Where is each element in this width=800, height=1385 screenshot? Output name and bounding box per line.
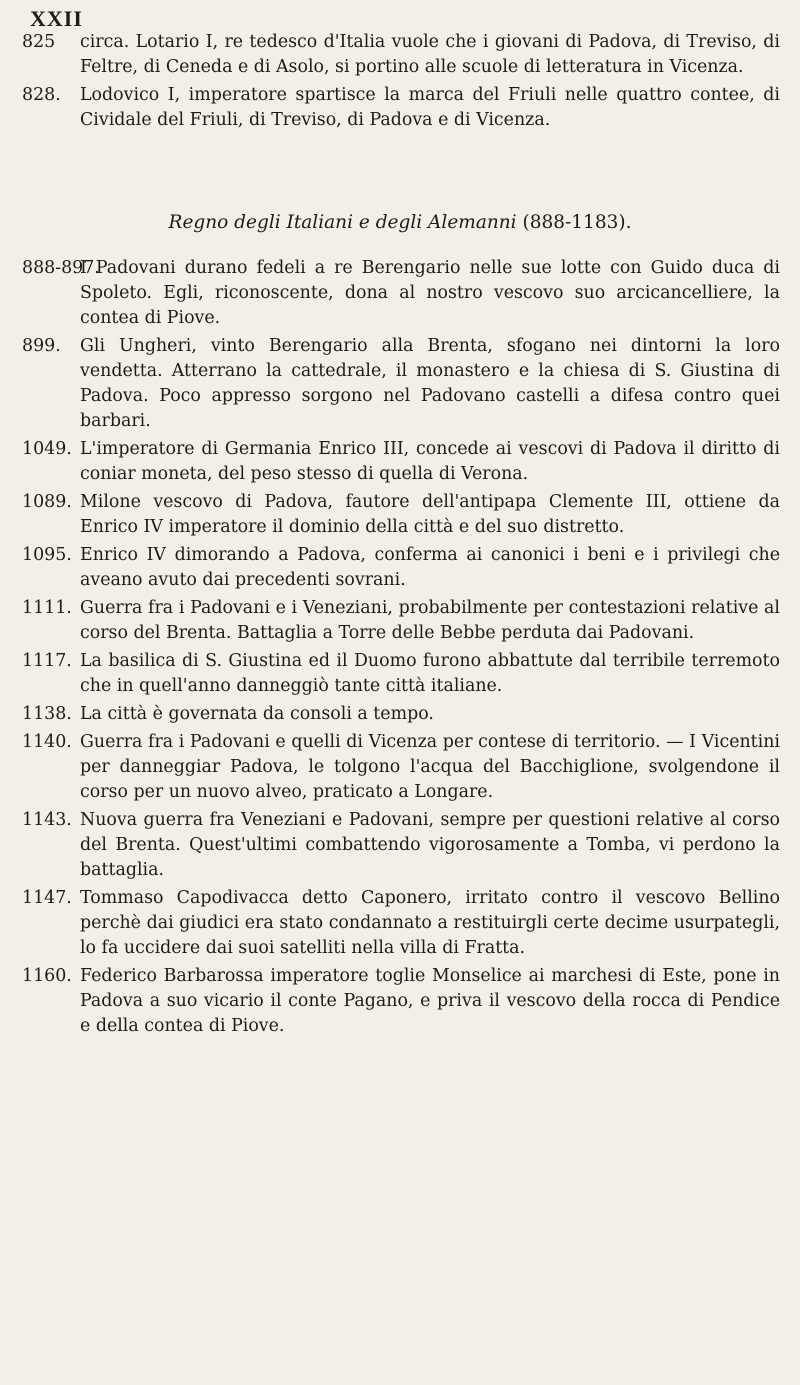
- entry-text: La città è governata da consoli a tempo.: [80, 704, 434, 724]
- entry-text: La basilica di S. Giustina ed il Duomo furono abbattute dal terribile terremoto che in quell'anno danneggiò tante città italiane.: [80, 651, 780, 696]
- entry-year: 828.: [22, 85, 61, 105]
- entry-year: 1160.: [22, 966, 72, 986]
- chronology-entry: [22, 964, 780, 1039]
- chronology-entry: [22, 596, 780, 646]
- chronology-entry: [22, 649, 780, 699]
- entry-text: Milone vescovo di Padova, fautore dell'antipapa Clemente III, ottiene da Enrico IV imperatore il dominio della città e del suo distretto.: [80, 492, 780, 537]
- section-years: (888-1183).: [522, 212, 632, 233]
- chronology-entry: [22, 702, 780, 727]
- section-title: Regno degli Italiani e degli Alemanni: [168, 212, 517, 233]
- chronology-entry: [22, 334, 780, 434]
- entry-text: Tommaso Capodivacca detto Caponero, irritato contro il vescovo Bellino perchè dai giudici era stato condannato a restituirgli certe decime usurpategli, lo fa uccidere dai suoi satelliti nella villa di Fratta.: [80, 888, 780, 958]
- entry-text: L'imperatore di Germania Enrico III, concede ai vescovi di Padova il diritto di coniar moneta, del peso stesso di quella di Verona.: [80, 439, 780, 484]
- entry-text: Nuova guerra fra Veneziani e Padovani, sempre per questioni relative al corso del Brenta. Quest'ultimi combattendo vigorosamente a Tomba, vi perdono la battaglia.: [80, 810, 780, 880]
- entry-year: 899.: [22, 336, 61, 356]
- entry-text: Enrico IV dimorando a Padova, conferma ai canonici i beni e i privilegi che aveano avuto dai precedenti sovrani.: [80, 545, 780, 590]
- entry-year: 1111.: [22, 598, 72, 618]
- intro-entries: [22, 30, 780, 136]
- entry-text: Guerra fra i Padovani e quelli di Vicenza per contese di territorio. — I Vicentini per danneggiar Padova, le tolgono l'acqua del Bacchiglione, svolgendone il corso per un nuovo alveo, praticato a Longare.: [80, 732, 780, 802]
- entry-year: 1147.: [22, 888, 72, 908]
- entry-year: 888-897.: [22, 258, 100, 278]
- entry-text: Lodovico I, imperatore spartisce la marca del Friuli nelle quattro contee, di Cividale del Friuli, di Treviso, di Padova e di Vicenza.: [80, 85, 780, 130]
- chronology-entry: [22, 730, 780, 805]
- entry-year: 825: [22, 32, 56, 52]
- chronology-entry: [22, 490, 780, 540]
- chronology-entry: [22, 543, 780, 593]
- entry-text: I Padovani durano fedeli a re Berengario nelle sue lotte con Guido duca di Spoleto. Egli, riconoscente, dona al nostro vescovo suo arcicancelliere, la contea di Piove.: [80, 258, 780, 328]
- chronology-entry: [22, 886, 780, 961]
- entry-text: Guerra fra i Padovani e i Veneziani, probabilmente per contestazioni relative al corso del Brenta. Battaglia a Torre delle Bebbe perduta dai Padovani.: [80, 598, 780, 643]
- section-heading: [0, 212, 800, 233]
- chronology-entry: [22, 256, 780, 331]
- entry-year: 1138.: [22, 704, 72, 724]
- chronology-entry: [22, 808, 780, 883]
- chronology-entry: [22, 437, 780, 487]
- page-number: XXII: [30, 6, 83, 31]
- entry-year: 1095.: [22, 545, 72, 565]
- entry-text: Federico Barbarossa imperatore toglie Monselice ai marchesi di Este, pone in Padova a suo vicario il conte Pagano, e priva il vescovo della rocca di Pendice e della contea di Piove.: [80, 966, 780, 1036]
- entry-year: 1089.: [22, 492, 72, 512]
- entry-year: 1049.: [22, 439, 72, 459]
- chronology-entry: [22, 83, 780, 133]
- entry-year: 1143.: [22, 810, 72, 830]
- entry-text: circa. Lotario I, re tedesco d'Italia vuole che i giovani di Padova, di Treviso, di Feltre, di Ceneda e di Asolo, si portino alle scuole di letteratura in Vicenza.: [80, 32, 780, 77]
- entry-text: Gli Ungheri, vinto Berengario alla Brenta, sfogano nei dintorni la loro vendetta. Atterrano la cattedrale, il monastero e la chiesa di S. Giustina di Padova. Poco appresso sorgono nel Padovano castelli a difesa contro quei barbari.: [80, 336, 780, 431]
- chronology-entry: [22, 30, 780, 80]
- entry-year: 1117.: [22, 651, 72, 671]
- chronology-entries: [22, 256, 780, 1042]
- entry-year: 1140.: [22, 732, 72, 752]
